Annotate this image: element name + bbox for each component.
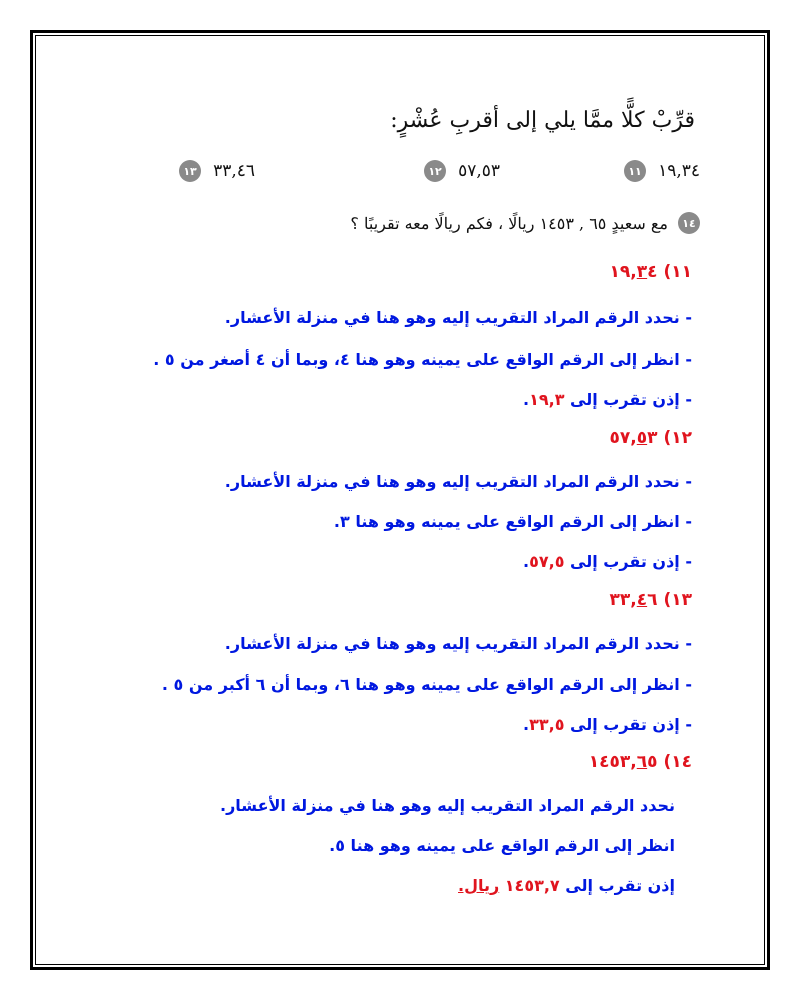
number-badge-icon: ١٤	[678, 212, 700, 234]
answer-11-title: ١١) ١٩,٣٤	[609, 262, 692, 282]
question-text: مع سعيدٍ ٦٥ , ١٤٥٣ ريالًا ، فكم ريالًا معه تقريبًا ؟	[350, 213, 668, 233]
answer-12-step-3: - إذن تقرب إلى ٥٧,٥.	[523, 552, 692, 571]
exercise-value: ٣٣,٤٦	[213, 161, 255, 181]
answer-13-title: ١٣) ٣٣,٤٦	[609, 590, 692, 610]
answer-14-step-3: إذن تقرب إلى ١٤٥٣,٧ ريال.	[458, 876, 675, 895]
answer-13-step-2: - انظر إلى الرقم الواقع على يمينه وهو هنا ٦، وبما أن ٦ أكبر من ٥ .	[161, 675, 692, 694]
answer-13-step-1: - نحدد الرقم المراد التقريب إليه وهو هنا في منزلة الأعشار.	[224, 634, 692, 653]
answer-11-step-3: - إذن تقرب إلى ١٩,٣.	[523, 390, 692, 409]
answer-13-step-3: - إذن تقرب إلى ٣٣,٥.	[523, 715, 692, 734]
answer-12-step-2: - انظر إلى الرقم الواقع على يمينه وهو هنا ٣.	[333, 512, 692, 531]
exercise-13	[179, 160, 255, 182]
exercise-value: ١٩,٣٤	[658, 161, 700, 181]
exercise-row	[110, 160, 700, 190]
answer-14-title: ١٤) ١٤٥٣,٦٥	[588, 752, 692, 772]
exercise-heading: قرِّبْ كلًّا ممَّا يلي إلى أقربِ عُشْرٍ:	[390, 108, 695, 133]
question-14	[350, 212, 700, 234]
answer-14-step-2: انظر إلى الرقم الواقع على يمينه وهو هنا ٥.	[329, 836, 675, 855]
answer-11-step-2: - انظر إلى الرقم الواقع على يمينه وهو هنا ٤، وبما أن ٤ أصغر من ٥ .	[153, 350, 692, 369]
exercise-12	[424, 160, 500, 182]
exercise-value: ٥٧,٥٣	[458, 161, 500, 181]
number-badge-icon: ١١	[624, 160, 646, 182]
answer-11-step-1: - نحدد الرقم المراد التقريب إليه وهو هنا في منزلة الأعشار.	[224, 308, 692, 327]
answer-14-step-1: نحدد الرقم المراد التقريب إليه وهو هنا في منزلة الأعشار.	[220, 796, 675, 815]
answer-12-title: ١٢) ٥٧,٥٣	[609, 428, 692, 448]
exercise-11	[624, 160, 700, 182]
number-badge-icon: ١٢	[424, 160, 446, 182]
number-badge-icon: ١٣	[179, 160, 201, 182]
answer-12-step-1: - نحدد الرقم المراد التقريب إليه وهو هنا في منزلة الأعشار.	[224, 472, 692, 491]
